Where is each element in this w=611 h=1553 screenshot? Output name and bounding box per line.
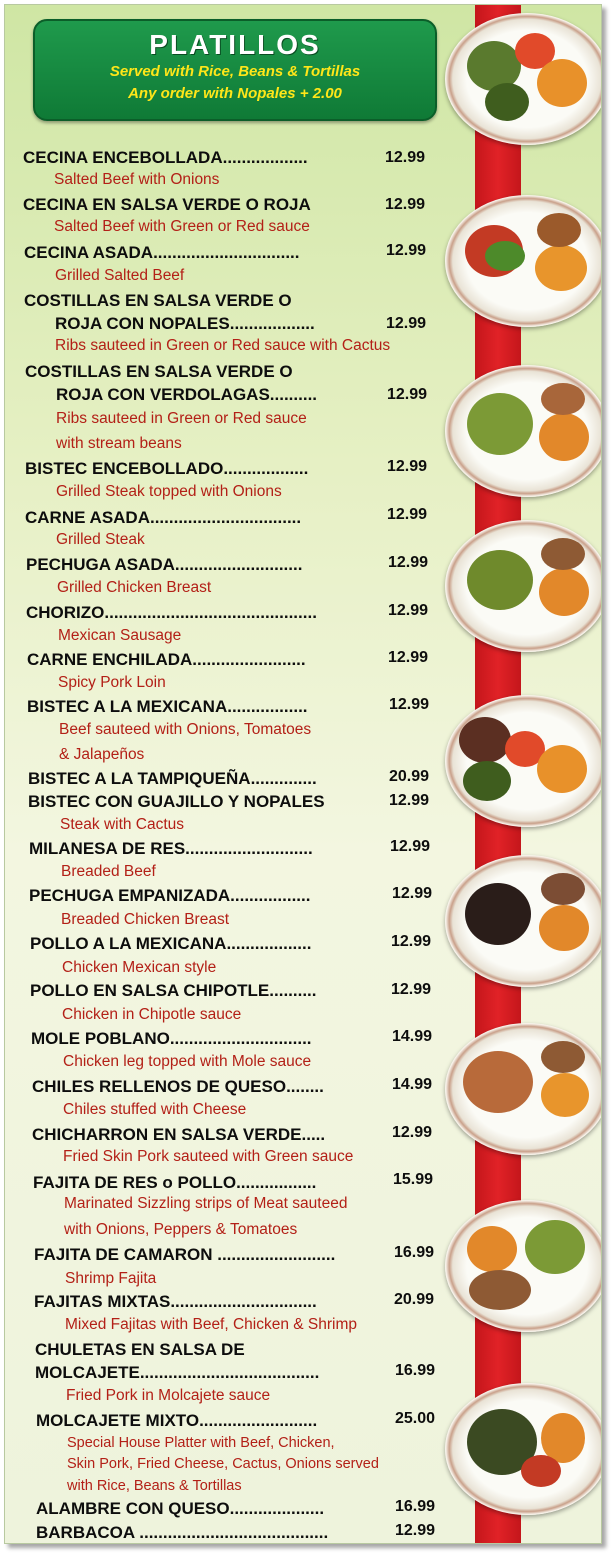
item-name: CECINA ENCEBOLLADA.................. (23, 148, 308, 167)
item-price: 12.99 (388, 554, 429, 571)
item-description: Beef sauteed with Onions, Tomatoes (59, 721, 312, 738)
item-name: MILANESA DE RES........................... (29, 839, 313, 858)
menu-page (4, 4, 602, 1544)
item-description: with stream beans (56, 435, 182, 452)
item-price: 15.99 (393, 1171, 434, 1188)
food-plate-image (445, 520, 602, 652)
item-price: 16.99 (395, 1498, 436, 1515)
item-price: 12.99 (391, 933, 432, 950)
item-description: Skin Pork, Fried Cheese, Cactus, Onions served (67, 1456, 379, 1472)
item-description: Shrimp Fajita (65, 1270, 157, 1287)
item-price: 12.99 (385, 149, 426, 166)
item-name: BARBACOA ........................................ (36, 1523, 329, 1542)
item-name: FAJITA DE RES o POLLO................. (33, 1173, 317, 1192)
item-name: BISTEC ENCEBOLLADO.................. (25, 459, 309, 478)
item-description: Spicy Pork Loin (58, 674, 166, 691)
item-name: FAJITAS MIXTAS............................... (34, 1292, 317, 1311)
item-description: Chicken Mexican style (62, 959, 217, 976)
item-description: Chicken in Chipotle sauce (62, 1006, 242, 1023)
item-name: CECINA ASADA............................... (24, 243, 300, 262)
item-price: 12.99 (395, 1522, 436, 1539)
item-description: Grilled Salted Beef (55, 267, 185, 284)
item-price: 14.99 (392, 1028, 433, 1045)
item-description: with Rice, Beans & Tortillas (67, 1478, 242, 1494)
item-price: 12.99 (388, 649, 429, 666)
item-description: Ribs sauteed in Green or Red sauce with Cactus (55, 337, 391, 354)
item-description: Fried Skin Pork sauteed with Green sauce (63, 1148, 354, 1165)
item-description: Grilled Chicken Breast (57, 579, 212, 596)
item-name: COSTILLAS EN SALSA VERDE O (25, 362, 293, 381)
item-description: & Jalapeños (59, 746, 145, 763)
item-name: POLLO A LA MEXICANA.................. (30, 934, 312, 953)
food-plate-image (445, 365, 602, 497)
item-price: 12.99 (388, 602, 429, 619)
item-price: 12.99 (387, 386, 428, 403)
item-price: 12.99 (389, 696, 430, 713)
food-plate-image (445, 1383, 602, 1515)
item-price: 20.99 (389, 768, 430, 785)
item-price: 16.99 (394, 1244, 435, 1261)
item-description: Chicken leg topped with Mole sauce (63, 1053, 312, 1070)
menu-header (33, 19, 437, 121)
food-plate-image (445, 1023, 602, 1155)
item-name: MOLCAJETE MIXTO......................... (36, 1411, 318, 1430)
item-description: Salted Beef with Green or Red sauce (54, 218, 310, 235)
item-name: COSTILLAS EN SALSA VERDE O (24, 291, 292, 310)
item-description: Mexican Sausage (58, 627, 182, 644)
item-description: Chiles stuffed with Cheese (63, 1101, 247, 1118)
item-name: PECHUGA ASADA........................... (26, 555, 303, 574)
item-price: 12.99 (390, 838, 431, 855)
item-name: CHICHARRON EN SALSA VERDE..... (32, 1125, 326, 1144)
item-description: Grilled Steak topped with Onions (56, 483, 282, 500)
item-price: 25.00 (395, 1410, 436, 1427)
item-name: BISTEC CON GUAJILLO Y NOPALES (28, 792, 325, 811)
item-description: Breaded Beef (61, 863, 156, 880)
item-name: CECINA EN SALSA VERDE O ROJA (23, 195, 311, 214)
item-name: CARNE ASADA................................ (25, 508, 302, 527)
item-name: POLLO EN SALSA CHIPOTLE.......... (30, 981, 317, 1000)
food-plate-image (445, 695, 602, 827)
item-name: CARNE ENCHILADA........................ (27, 650, 306, 669)
item-description: Mixed Fajitas with Beef, Chicken & Shrimp (65, 1316, 358, 1333)
item-description: Breaded Chicken Breast (61, 911, 230, 928)
food-plate-image (445, 1200, 602, 1332)
item-price: 12.99 (386, 315, 427, 332)
item-name: CHORIZO............................................. (26, 603, 317, 622)
item-price: 16.99 (395, 1362, 436, 1379)
item-name: PECHUGA EMPANIZADA................. (29, 886, 311, 905)
item-name: BISTEC A LA TAMPIQUEÑA.............. (28, 769, 317, 788)
item-description: Marinated Sizzling strips of Meat sauteed (64, 1195, 348, 1212)
item-description: with Onions, Peppers & Tomatoes (64, 1221, 298, 1238)
item-name: MOLE POBLANO.............................. (31, 1029, 312, 1048)
item-name: ALAMBRE CON QUESO.................... (36, 1499, 325, 1518)
item-price: 12.99 (391, 981, 432, 998)
item-price: 12.99 (387, 506, 428, 523)
item-price: 12.99 (389, 792, 430, 809)
item-description: Salted Beef with Onions (54, 171, 220, 188)
menu-title: PLATILLOS (149, 29, 321, 60)
menu-subtitle-line2: Any order with Nopales + 2.00 (128, 85, 342, 102)
item-description: Grilled Steak (56, 531, 145, 548)
item-description: Special House Platter with Beef, Chicken, (67, 1435, 335, 1451)
item-description: Ribs sauteed in Green or Red sauce (56, 410, 307, 427)
item-price: 12.99 (392, 1124, 433, 1141)
food-plate-image (445, 195, 602, 327)
item-name: BISTEC A LA MEXICANA................. (27, 697, 308, 716)
item-price: 12.99 (392, 885, 433, 902)
menu-subtitle-line1: Served with Rice, Beans & Tortillas (109, 63, 361, 80)
item-name: CHULETAS EN SALSA DE (35, 1340, 245, 1359)
food-plate-image (445, 13, 602, 145)
item-price: 12.99 (387, 458, 428, 475)
item-price: 14.99 (392, 1076, 433, 1093)
item-name: CHILES RELLENOS DE QUESO........ (32, 1077, 324, 1096)
item-name-line2: MOLCAJETE...................................... (35, 1363, 320, 1382)
item-description: Steak with Cactus (60, 816, 185, 833)
item-price: 12.99 (385, 196, 426, 213)
item-description: Fried Pork in Molcajete sauce (66, 1387, 271, 1404)
item-name-line2: ROJA CON NOPALES.................. (55, 314, 315, 333)
food-plate-image (445, 855, 602, 987)
item-name-line2: ROJA CON VERDOLAGAS.......... (56, 385, 318, 404)
item-price: 20.99 (394, 1291, 435, 1308)
item-name: FAJITA DE CAMARON ......................... (34, 1245, 336, 1264)
item-price: 12.99 (386, 242, 427, 259)
